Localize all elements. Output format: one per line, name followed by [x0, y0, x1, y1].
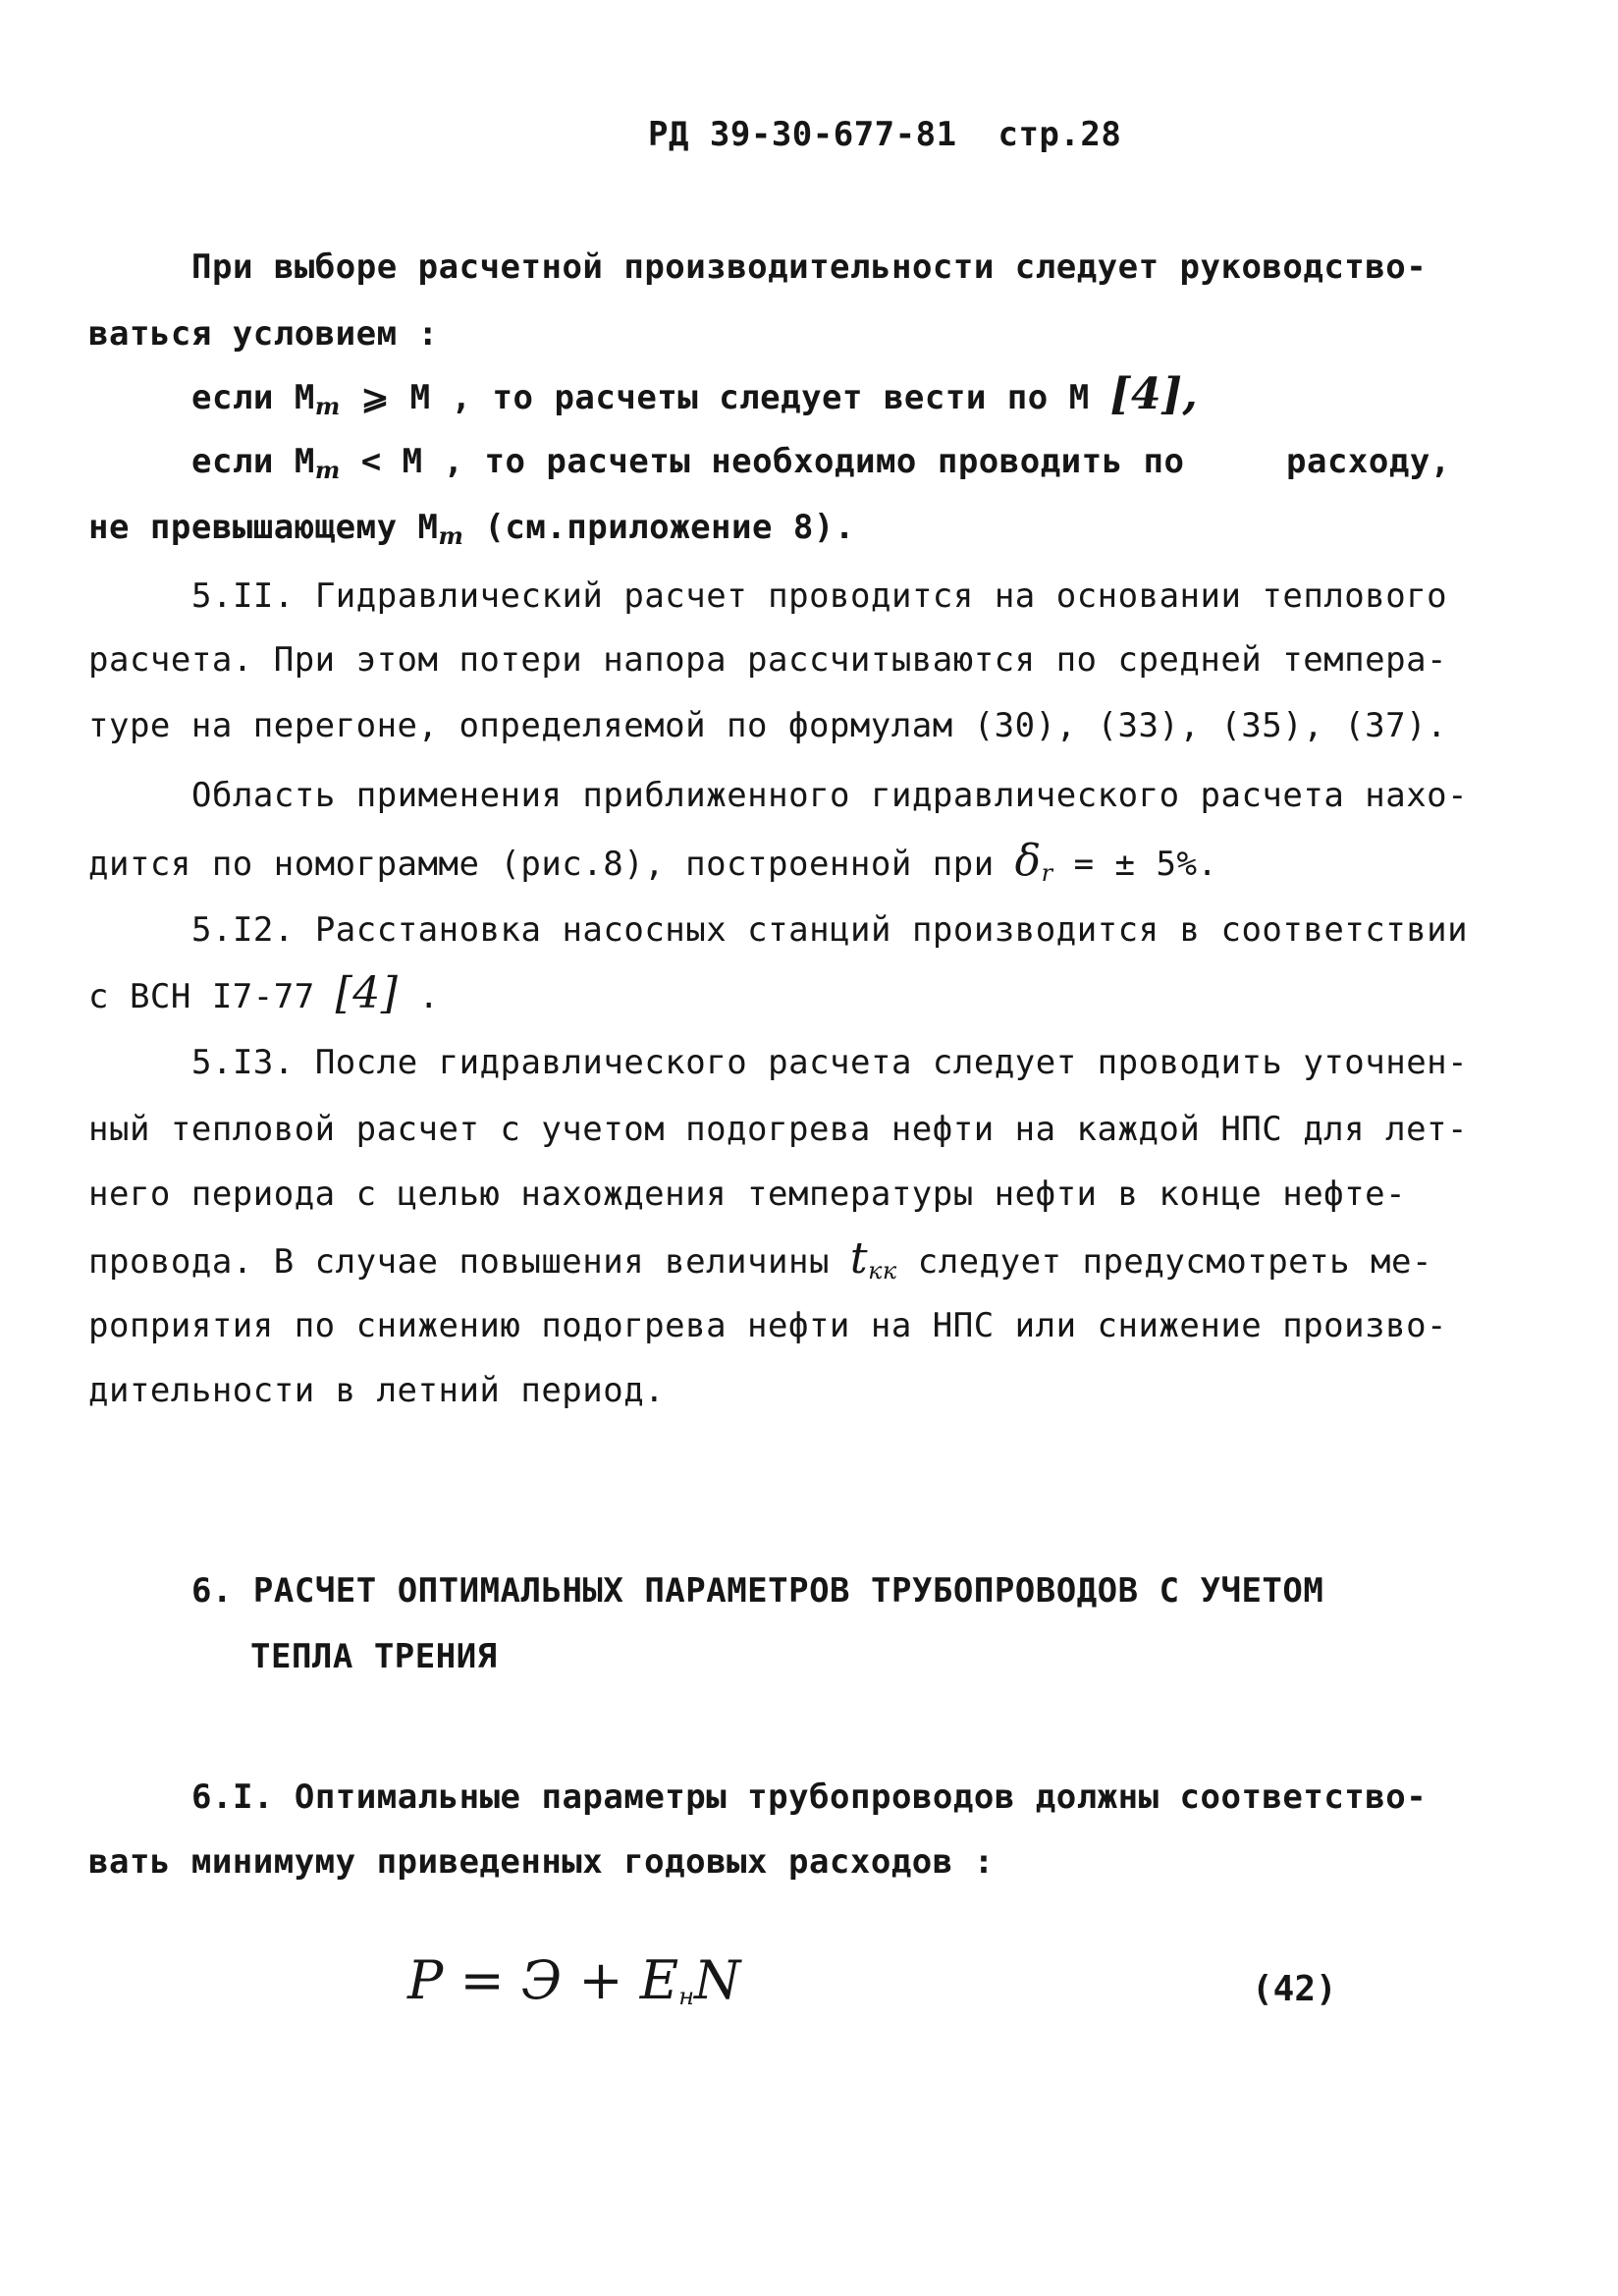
- page-header: РД 39-30-677-81 стр.28: [648, 115, 1122, 154]
- text-line: расходу,: [1286, 442, 1451, 481]
- text-line: дительности в летний период.: [88, 1371, 666, 1410]
- text-line: 6.I. Оптимальные параметры трубопроводов должны соответство-: [191, 1777, 1428, 1817]
- text-line: него периода с целью нахождения температуры нефти в конце нефте-: [88, 1175, 1407, 1214]
- text-line: ный тепловой расчет с учетом подогрева нефти на каждой НПС для лет-: [88, 1110, 1468, 1149]
- text-line: 5.I2. Расстановка насосных станций производится в соответствии: [191, 910, 1469, 950]
- condition-line-1: если $М_m$ ⩾ М , то расчеты следует вести по М [4],: [191, 369, 1199, 420]
- text-line: не превышающему $М_m$ (см.приложение 8).: [88, 508, 855, 550]
- text-line: 5.I3. После гидравлического расчета следует проводить уточнен-: [191, 1043, 1469, 1082]
- section-heading: 6. РАСЧЕТ ОПТИМАЛЬНЫХ ПАРАМЕТРОВ ТРУБОПРОВОДОВ С УЧЕТОМ: [191, 1571, 1324, 1611]
- section-heading-cont: ТЕПЛА ТРЕНИЯ: [250, 1637, 498, 1676]
- text-line: провода. В случае повышения величины $t_{кк}$ следует предусмотреть ме-: [88, 1233, 1432, 1285]
- nomogram-line: дится по номограмме (рис.8), построенной при $\delta_r$ = ± 5%.: [88, 836, 1218, 887]
- text-line: расчета. При этом потери напора рассчитываются по средней темпера-: [88, 640, 1448, 680]
- text-line: 5.II. Гидравлический расчет проводится на основании теплового: [191, 576, 1448, 616]
- text-line: с ВСН I7-77 [4] .: [88, 968, 440, 1018]
- text-line: вать минимуму приведенных годовых расходов :: [88, 1842, 995, 1882]
- formula-42: $P = Э + Е_нN$: [407, 1949, 741, 2011]
- formula-number: (42): [1252, 1969, 1337, 2009]
- text-line: ваться условием :: [88, 314, 439, 354]
- text-line: При выборе расчетной производительности следует руководство-: [191, 247, 1428, 287]
- text-line: Область применения приближенного гидравлического расчета нахо-: [191, 776, 1469, 815]
- condition-line-2: если $М_m < М$ , то расчеты необходимо проводить по: [191, 442, 1185, 484]
- text-line: туре на перегоне, определяемой по формулам (30), (33), (35), (37).: [88, 706, 1448, 745]
- text-line: роприятия по снижению подогрева нефти на НПС или снижение произво-: [88, 1306, 1448, 1345]
